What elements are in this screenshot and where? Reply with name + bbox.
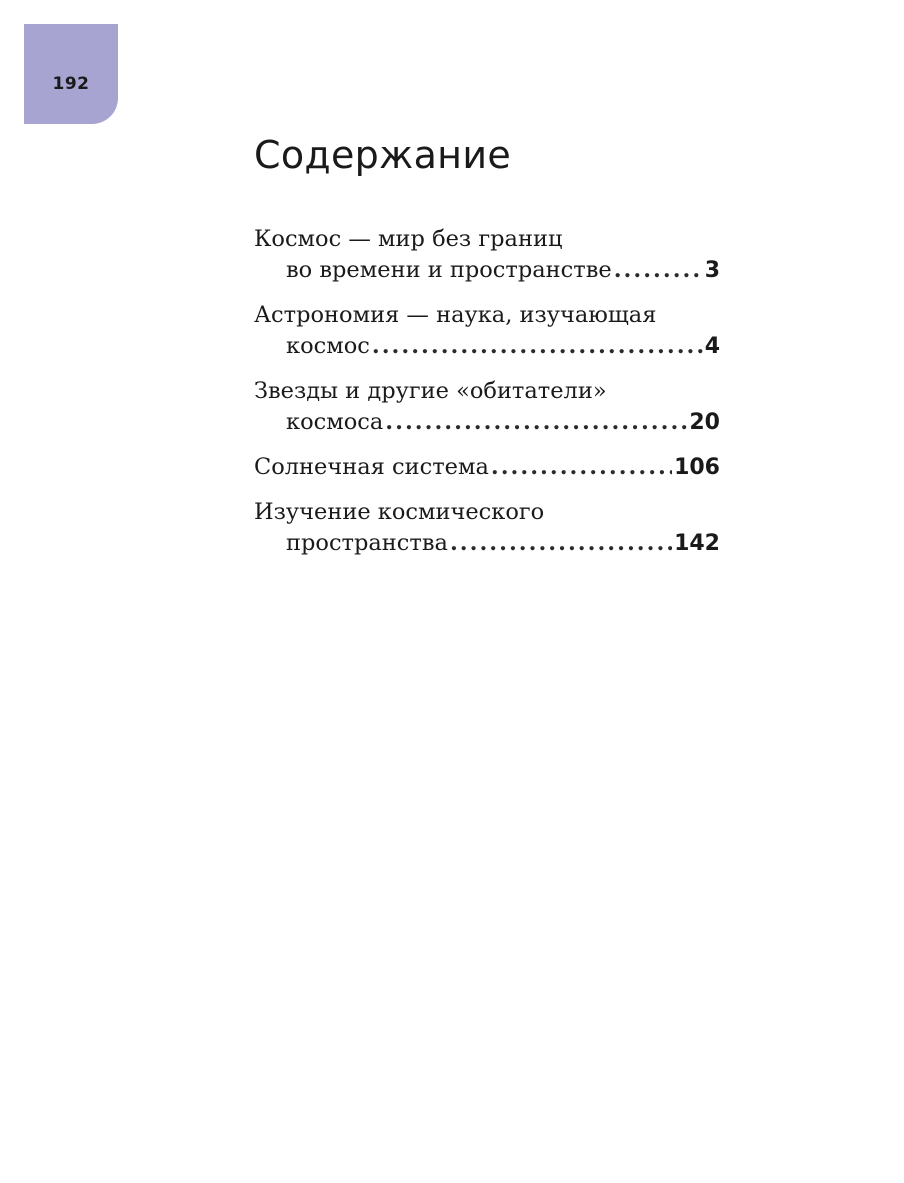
toc-entry-astronomy[interactable] [254,300,720,362]
toc-page-number: 4 [704,334,720,359]
toc-entry-title: Астрономия — наука, изучающая [254,302,657,328]
toc-dot-leader [614,255,703,286]
toc-entry-title: Изучение космического [254,499,545,525]
page-title: Содержание [254,133,511,177]
toc-entry-title: Солнечная система [254,454,489,480]
table-of-contents [254,224,720,573]
page-number-tab [24,24,118,124]
toc-entry-title-continuation: космос [286,333,370,359]
toc-entry-cosmos[interactable] [254,224,720,286]
toc-page-number: 3 [704,258,720,283]
toc-dot-leader [450,528,672,559]
toc-page-number: 20 [689,410,720,435]
toc-entry-solar-system[interactable] [254,452,720,483]
page-number: 192 [52,74,90,94]
toc-dot-leader [491,452,672,483]
toc-page-number: 142 [674,531,720,556]
toc-page-number: 106 [674,455,720,480]
toc-entry-stars[interactable] [254,376,720,438]
toc-entry-title: Звезды и другие «обитатели» [254,378,607,404]
toc-entry-title-continuation: космоса [286,409,384,435]
toc-dot-leader [385,407,687,438]
toc-entry-title: Космос — мир без границ [254,226,563,252]
toc-entry-space-exploration[interactable] [254,497,720,559]
toc-entry-title-continuation: во времени и пространстве [286,257,612,283]
toc-dot-leader [372,331,703,362]
toc-entry-title-continuation: пространства [286,530,448,556]
